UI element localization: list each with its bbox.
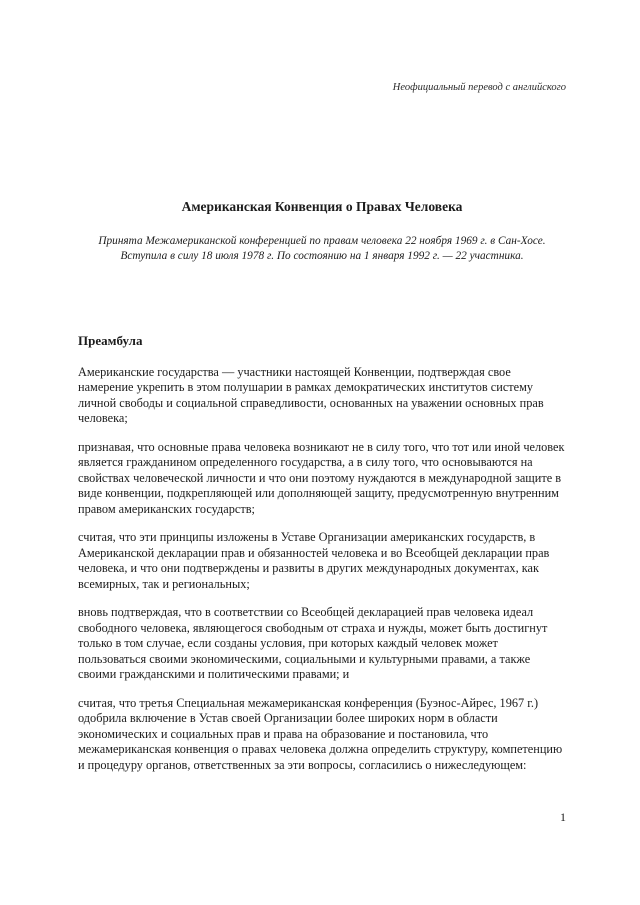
paragraph-2: признавая, что основные права человека возникают не в силу того, что тот или иной человек является гражданином определенного государства, а в силу того, что основываются на свойствах человеческой личности и что они поэтому нуждаются в международной защите в виде конвенции, подкрепляющей или дополняющей защиту, предусмотренную внутренним правом американских государств; xyxy=(78,439,565,516)
document-title: Американская Конвенция о Правах Человека xyxy=(181,199,463,214)
paragraph-3: считая, что эти принципы изложены в Уставе Организации американских государств, в Американской декларации прав и обязанностей человека и во Всеобщей декларации прав человека, и что они подтверждены и развиты в других международных документах, как всемирных, так и региональных; xyxy=(78,530,550,591)
translation-note: Неофициальный перевод с английского xyxy=(392,82,566,93)
page-number: 1 xyxy=(560,810,566,824)
paragraph-4: вновь подтверждая, что в соответствии со Всеобщей декларацией прав человека идеал свободного человека, являющегося свободным от страха и нужды, может быть достигнут только в том случае, если созданы условия, при которых каждый человек может пользоваться своими экономическими, социальными и культурными правами, а также своими гражданскими и политическими правами; и xyxy=(78,605,548,682)
paragraph-5: считая, что третья Специальная межамериканская конференция (Буэнос-Айрес, 1967 г.) одобрила включение в Устав своей Организации более широких норм в области экономических и социальных прав и права на образование и постановила, что межамериканская конвенция о правах человека должна определить структуру, компетенцию и процедуру органов, ответственных за эти вопросы, согласились о нижеследующем: xyxy=(78,695,563,772)
document-body xyxy=(78,333,568,786)
paragraph-1: Американские государства — участники настоящей Конвенции, подтверждая свое намерение укрепить в этом полушарии в рамках демократических институтов систему личной свободы и социальной справедливости, основанных на уважении основных прав человека; xyxy=(78,365,544,426)
document-subtitle: Принята Межамериканской конференцией по правам человека 22 ноября 1969 г. в Сан-Хосе. Вступила в силу 18 июля 1978 г. По состоянию на 1 января 1992 г. — 22 участника. xyxy=(98,235,546,262)
section-heading-preamble: Преамбула xyxy=(78,333,143,348)
